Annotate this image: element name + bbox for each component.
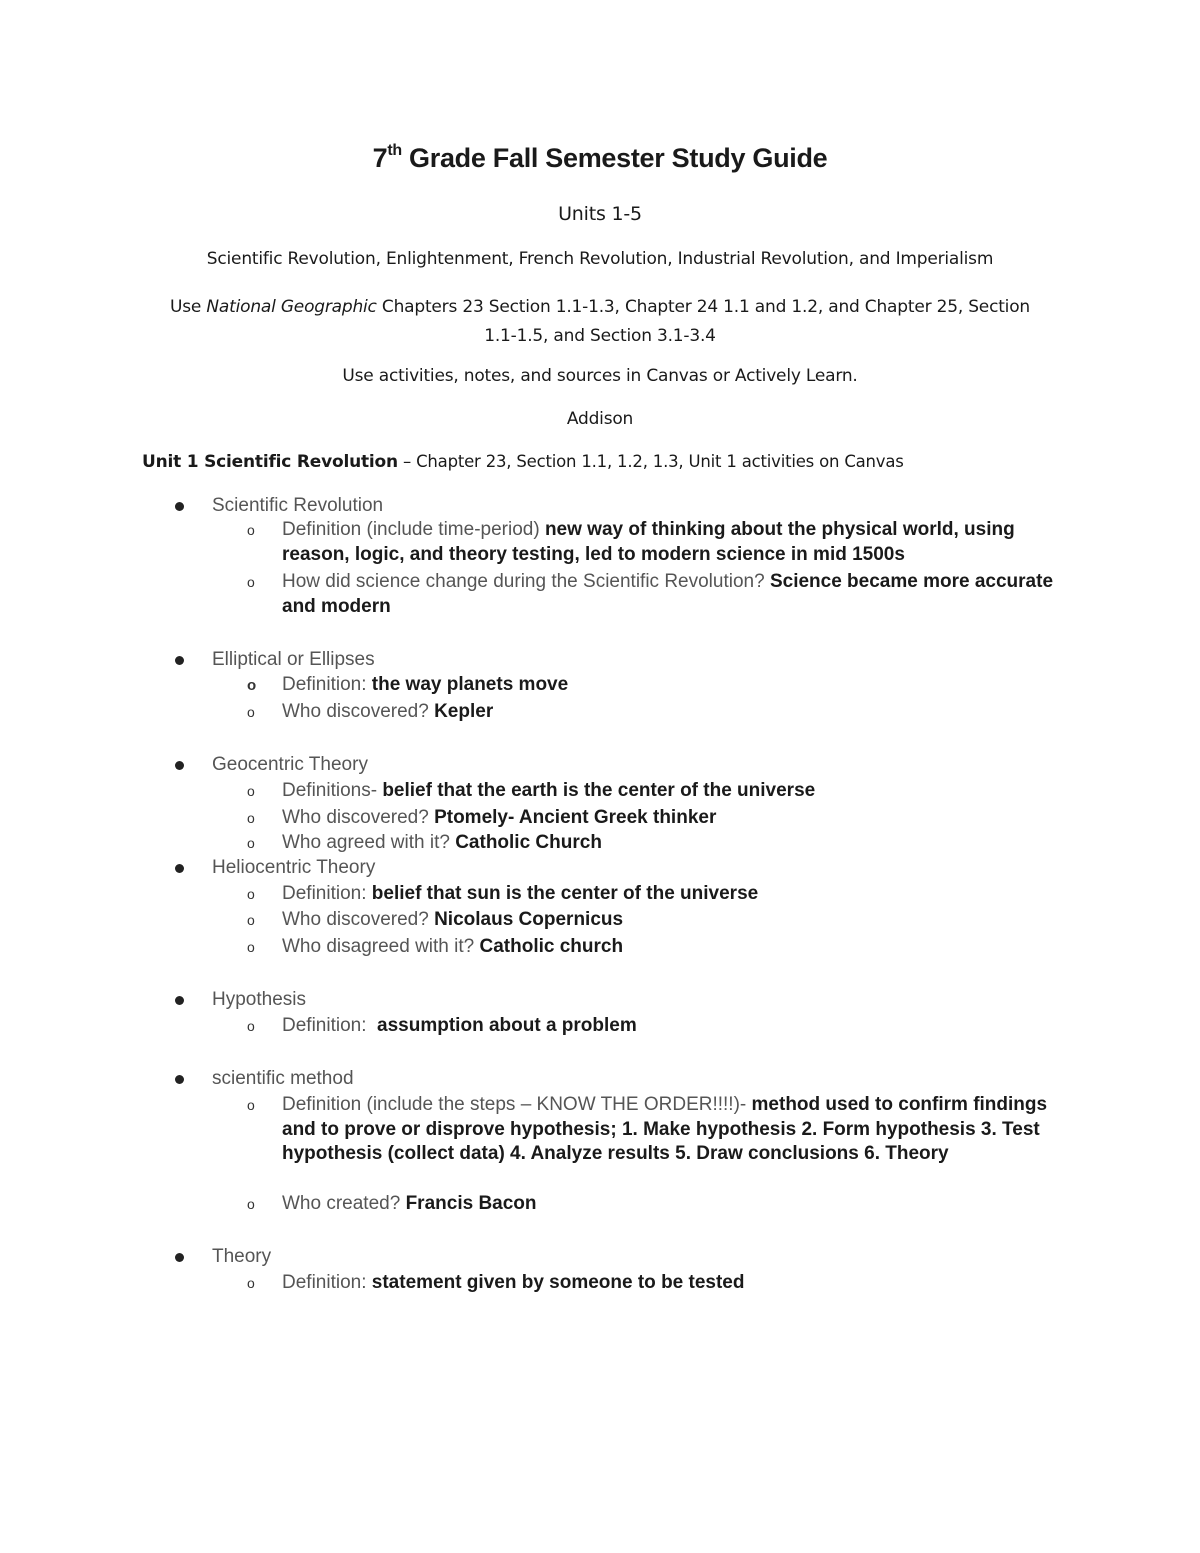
unit1-title: Unit 1 Scientific Revolution — [142, 452, 398, 472]
units-line: Units 1-5 — [558, 203, 642, 225]
sub-item — [282, 518, 1072, 567]
sub-prompt: Definition: — [282, 1272, 372, 1293]
unit1-heading — [142, 452, 1102, 472]
sub-answer: assumption about a problem — [377, 1015, 637, 1036]
sub-item — [282, 806, 1072, 831]
sub-prompt: Who agreed with it? — [282, 832, 456, 853]
sub-bullet-icon: o — [247, 939, 255, 955]
sub-bullet-icon: o — [247, 886, 255, 902]
term-bullet — [175, 996, 184, 1005]
sub-item — [282, 908, 1072, 933]
textbook-instructions — [140, 293, 1060, 351]
sub-prompt: Definition: — [282, 1015, 378, 1036]
sub-item — [282, 779, 1072, 804]
term-elliptical: Elliptical or Ellipses — [212, 649, 375, 670]
title-text: Grade Fall Semester Study Guide — [409, 143, 828, 173]
sub-answer: Nicolaus Copernicus — [434, 909, 624, 930]
sub-answer: Kepler — [434, 701, 494, 722]
sub-bullet-icon: o — [247, 1275, 255, 1291]
sub-bullet-icon: o — [247, 810, 255, 826]
sub-prompt: How did science change during the Scientific Revolution? — [282, 571, 770, 592]
sub-prompt: Who disagreed with it? — [282, 936, 480, 957]
sub-answer: Catholic church — [479, 936, 624, 957]
sub-item — [282, 570, 1072, 619]
sub-answer: Science became more accurate and modern — [282, 571, 1054, 617]
sub-prompt: Definitions- — [282, 780, 383, 801]
topics-line: Scientific Revolution, Enlightenment, French Revolution, Industrial Revolution, and Imperialism — [206, 249, 994, 269]
sub-answer: Ptomely- Ancient Greek thinker — [434, 807, 717, 828]
use-rest-2: 1.1-1.5, and Section 3.1-3.4 — [484, 326, 716, 346]
sub-answer: Catholic Church — [455, 832, 602, 853]
activities-line: Use activities, notes, and sources in Canvas or Actively Learn. — [342, 366, 858, 386]
sub-item — [282, 831, 1072, 856]
sub-answer: Francis Bacon — [405, 1193, 537, 1214]
sub-item — [282, 673, 1072, 698]
grade-suffix: th — [387, 142, 402, 159]
term-bullet — [175, 502, 184, 511]
sub-item — [282, 935, 1072, 960]
term-hypothesis: Hypothesis — [212, 989, 306, 1010]
term-bullet — [175, 864, 184, 873]
sub-answer: statement given by someone to be tested — [371, 1272, 745, 1293]
sub-prompt: Definition (include time-period) — [282, 519, 545, 540]
term-bullet — [175, 1075, 184, 1084]
sub-answer: method used to confirm findings and to prove or disprove hypothesis; 1. Make hypothesis 2. Form hypothesis 3. Test hypothesis (collect data) 4. Analyze results 5. Draw conclusions 6. Theory — [282, 1094, 1048, 1164]
sub-bullet-icon: o — [247, 522, 255, 538]
sub-bullet-icon: o — [247, 1196, 255, 1212]
sub-item — [282, 700, 1072, 725]
term-geocentric: Geocentric Theory — [212, 754, 368, 775]
sub-prompt: Who created? — [282, 1193, 406, 1214]
student-name: Addison — [566, 409, 634, 429]
sub-bullet-icon: o — [247, 912, 255, 928]
term-heliocentric: Heliocentric Theory — [212, 857, 376, 878]
sub-prompt: Definition (include the steps – KNOW THE ORDER!!!!)- — [282, 1094, 752, 1115]
use-prefix: Use — [170, 297, 207, 317]
term-bullet — [175, 656, 184, 665]
sub-answer: belief that sun is the center of the universe — [371, 883, 759, 904]
sub-bullet-icon: o — [247, 1018, 255, 1034]
grade-number: 7 — [372, 143, 388, 173]
sub-answer: belief that the earth is the center of the universe — [382, 780, 816, 801]
sub-prompt: Who discovered? — [282, 909, 435, 930]
sub-answer: the way planets move — [371, 674, 569, 695]
term-scientific-revolution: Scientific Revolution — [212, 495, 384, 516]
sub-answer: new way of thinking about the physical world, using reason, logic, and theory testing, led to modern science in mid 1500s — [282, 519, 1015, 565]
sub-prompt: Definition: — [282, 674, 372, 695]
term-bullet — [175, 761, 184, 770]
sub-bullet-icon: o — [247, 783, 255, 799]
sub-bullet-icon: o — [247, 704, 255, 720]
page-title — [0, 143, 1200, 174]
sub-item — [282, 882, 1072, 907]
sub-prompt: Who discovered? — [282, 701, 435, 722]
term-bullet — [175, 1253, 184, 1262]
book-title: National Geographic — [206, 297, 377, 317]
sub-prompt: Who discovered? — [282, 807, 435, 828]
sub-bullet-icon: o — [247, 1097, 255, 1113]
sub-item — [282, 1192, 1072, 1217]
term-theory: Theory — [212, 1246, 272, 1267]
sub-item — [282, 1014, 1072, 1039]
unit1-detail: – Chapter 23, Section 1.1, 1.2, 1.3, Unit 1 activities on Canvas — [397, 452, 904, 471]
sub-item — [282, 1271, 1072, 1296]
sub-prompt: Definition: — [282, 883, 372, 904]
sub-bullet-icon: o — [247, 677, 257, 694]
use-rest-1: Chapters 23 Section 1.1-1.3, Chapter 24 1.1 and 1.2, and Chapter 25, Section — [376, 297, 1030, 317]
sub-item — [282, 1093, 1072, 1167]
term-scientific-method: scientific method — [212, 1068, 354, 1089]
sub-bullet-icon: o — [247, 574, 255, 590]
sub-bullet-icon: o — [247, 835, 255, 851]
